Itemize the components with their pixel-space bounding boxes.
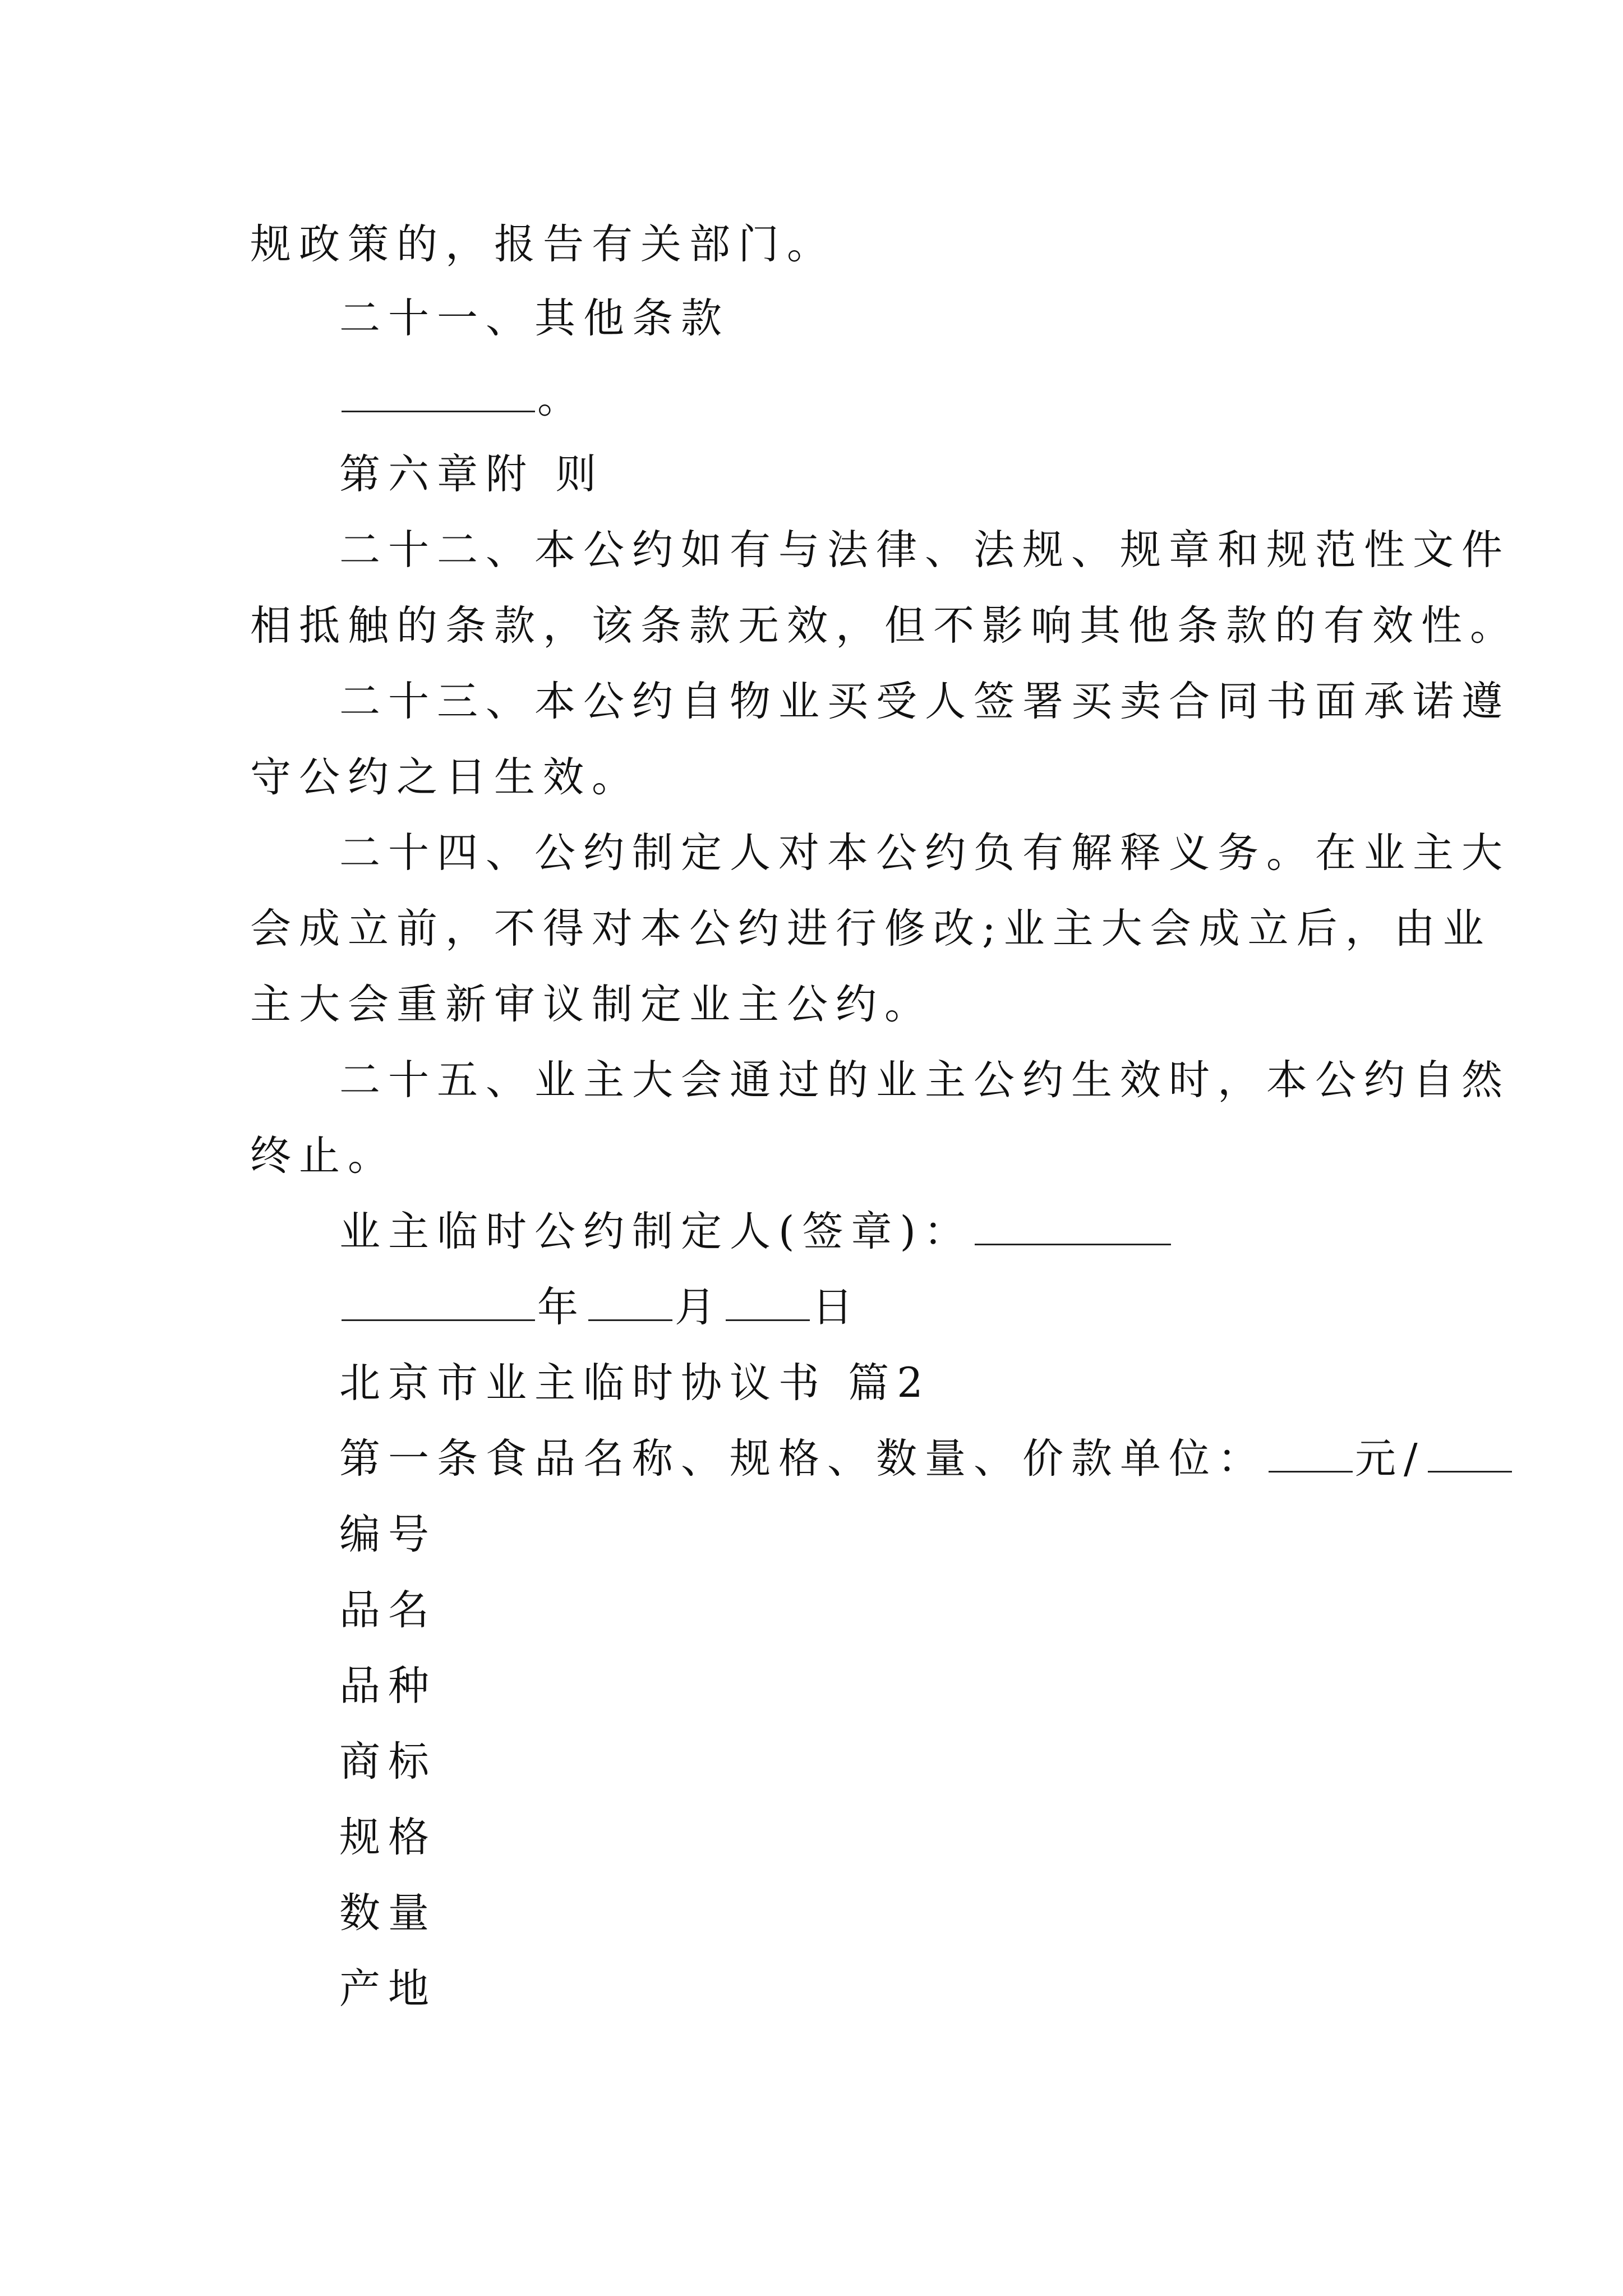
clause-22-line-1 — [339, 519, 1510, 582]
date-line — [339, 1276, 1495, 1339]
list-item-quantity — [339, 1882, 1495, 1945]
clause-24-line-2 — [250, 898, 1492, 960]
signature-blank — [975, 1209, 1171, 1245]
line-text: 第一条食品名称、规格、数量、价款单位： — [339, 1435, 1266, 1483]
line-text: 规格 — [339, 1814, 437, 1861]
list-item-variety — [339, 1655, 1495, 1718]
clause-23-line-2 — [250, 746, 1405, 809]
clause-25-line-2 — [250, 1125, 1405, 1188]
clause-22-line-2 — [250, 595, 1519, 657]
signatory-label: 业主临时公约制定人(签章)： — [339, 1208, 972, 1255]
clause-24-line-1 — [339, 822, 1510, 885]
line-text: 主大会重新审议制定业主公约。 — [250, 981, 933, 1028]
line-text: 二十五、业主大会通过的业主公约生效时，本公约自然 — [339, 1056, 1510, 1104]
article-1-line — [339, 1428, 1495, 1490]
line-text: 相抵触的条款，该条款无效，但不影响其他条款的有效性。 — [250, 602, 1519, 650]
month-label: 月 — [675, 1283, 723, 1331]
year-label: 年 — [537, 1283, 586, 1331]
line-text: 守公约之日生效。 — [250, 753, 640, 801]
clause-24-line-3 — [250, 973, 1405, 1036]
month-blank — [588, 1285, 672, 1321]
line-text: 二十二、本公约如有与法律、法规、规章和规范性文件 — [339, 526, 1510, 574]
line-text: 。 — [537, 375, 586, 422]
list-item-number — [339, 1503, 1495, 1566]
line-text: 品种 — [339, 1662, 437, 1710]
line-text: 二十三、本公约自物业买受人签署买卖合同书面承诺遵 — [339, 678, 1510, 725]
price-blank — [1269, 1436, 1353, 1473]
line-text: 品名 — [339, 1586, 437, 1634]
year-blank — [342, 1285, 535, 1321]
line-text: 北京市业主临时协议书 篇2 — [339, 1359, 931, 1407]
line-text: 终止。 — [250, 1132, 396, 1180]
clause-25-line-1 — [339, 1049, 1510, 1112]
clause-23-line-1 — [339, 670, 1510, 733]
day-label: 日 — [812, 1283, 861, 1331]
line-text: 规政策的，报告有关部门。 — [250, 220, 836, 268]
list-item-name — [339, 1579, 1495, 1642]
signatory-line — [339, 1200, 1495, 1263]
day-blank — [726, 1285, 810, 1321]
line-text: 数量 — [339, 1889, 437, 1937]
line-text: 第六章附 则 — [339, 450, 605, 498]
list-item-origin — [339, 1958, 1495, 2021]
other-terms-blank-line — [339, 367, 1495, 430]
list-item-trademark — [339, 1731, 1495, 1793]
line-text: 二十一、其他条款 — [339, 295, 730, 342]
clause-21-heading — [339, 287, 1495, 350]
section-title — [339, 1352, 1495, 1415]
unit-text: 元/ — [1355, 1435, 1426, 1483]
chapter-6-heading — [339, 443, 1495, 506]
list-item-spec — [339, 1806, 1495, 1869]
fill-in-blank — [342, 376, 535, 412]
line-text: 编号 — [339, 1511, 437, 1558]
line-text: 二十四、公约制定人对本公约负有解释义务。在业主大 — [339, 829, 1510, 877]
line-text: 产地 — [339, 1965, 437, 2013]
unit-blank — [1428, 1436, 1512, 1473]
line-text: 商标 — [339, 1738, 437, 1786]
paragraph-line — [250, 213, 1405, 276]
line-text: 会成立前，不得对本公约进行修改;业主大会成立后，由业 — [250, 905, 1492, 953]
